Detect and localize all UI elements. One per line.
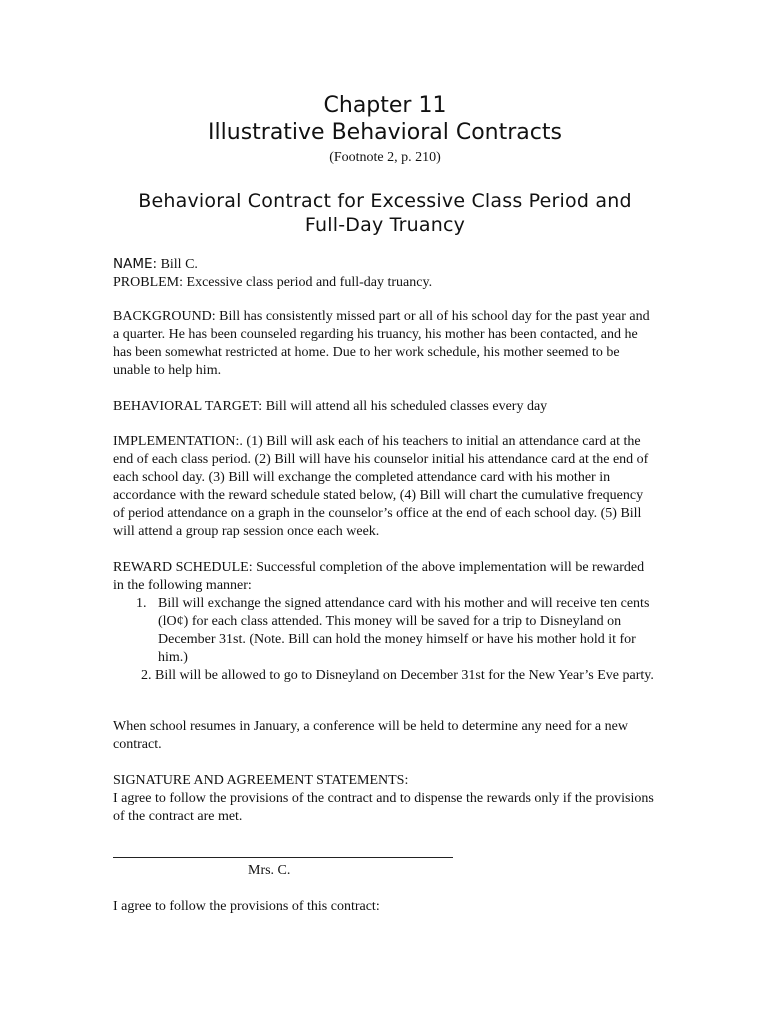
reward-intro: REWARD SCHEDULE: Successful completion of the above implementation will be rewarded in the following manner: xyxy=(113,560,645,593)
list-item xyxy=(136,595,658,667)
signature-section xyxy=(113,772,658,826)
footnote-reference: (Footnote 2, p. 210) xyxy=(329,150,441,165)
list-item-number: 2. xyxy=(141,668,152,683)
background-paragraph: BACKGROUND: Bill has consistently missed part or all of his school day for the past year and a quarter. He has been counseled regarding his truancy, his mother has been contacted, and he has been somewhat restricted at home. Due to her work schedule, his mother seemed to be unable to help him. xyxy=(113,309,650,378)
reward-schedule-section xyxy=(113,559,658,685)
student-agreement-statement: I agree to follow the provisions of this contract: xyxy=(113,899,380,914)
mother-agreement-statement: I agree to follow the provisions of the contract and to dispense the rewards only if the provisions of the contract are met. xyxy=(113,791,654,824)
signature-line xyxy=(113,857,453,858)
conference-paragraph: When school resumes in January, a conference will be held to determine any need for a new contract. xyxy=(113,719,628,752)
behavioral-target-paragraph: BEHAVIORAL TARGET: Bill will attend all his scheduled classes every day xyxy=(113,399,548,414)
contract-title xyxy=(0,189,770,237)
list-item-text: Bill will be allowed to go to Disneyland on December 31st for the New Year’s Eve party. xyxy=(155,668,654,683)
name-value: Bill C. xyxy=(157,257,198,272)
list-item xyxy=(113,667,658,685)
signer-name: Mrs. C. xyxy=(248,863,291,878)
implementation-paragraph: IMPLEMENTATION:. (1) Bill will ask each of his teachers to initial an attendance card at the end of each class period. (2) Bill will have his counselor initial his attendance card at the end of each school day. (3) Bill will exchange the completed attendance card with his mother in accordance with the reward schedule stated below, (4) Bill will chart the cumulative frequency of period attendance on a graph in the counselor’s office at the end of each school day. (5) Bill will attend a group rap session once each week. xyxy=(113,434,649,539)
chapter-heading: Chapter 11 xyxy=(323,93,447,118)
name-problem-block xyxy=(113,255,658,292)
contract-title-line-1: Behavioral Contract for Excessive Class Period and xyxy=(138,190,632,212)
signature-heading: SIGNATURE AND AGREEMENT STATEMENTS: xyxy=(113,773,409,788)
list-item-text: Bill will exchange the signed attendance card with his mother and will receive ten cents (lO¢) for each class attended. This money will be saved for a trip to Disneyland on December 31st. (Note. Bill can hold the money himself or have his mother hold it for him.) xyxy=(158,596,650,665)
problem-line: PROBLEM: Excessive class period and full-day truancy. xyxy=(113,275,433,290)
name-label: NAME: xyxy=(113,256,158,272)
chapter-title: Illustrative Behavioral Contracts xyxy=(208,120,562,145)
name-line xyxy=(113,255,658,274)
list-item-number: 1. xyxy=(136,596,147,611)
reward-list xyxy=(113,595,658,667)
contract-title-line-2: Full-Day Truancy xyxy=(304,214,466,236)
